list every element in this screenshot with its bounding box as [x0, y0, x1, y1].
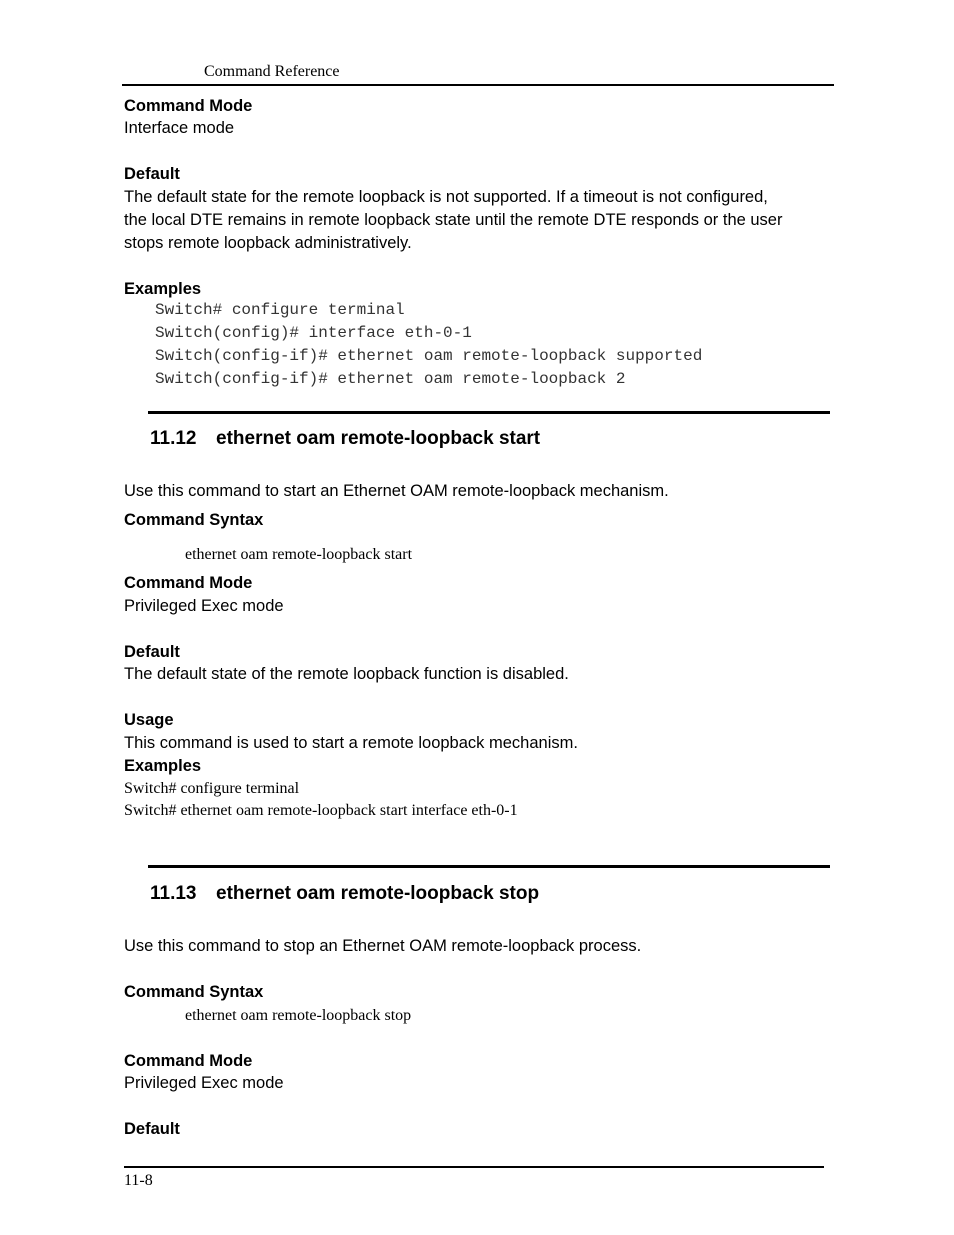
default-heading: Default — [124, 165, 180, 183]
section-number: 11.12 — [150, 428, 197, 449]
default-heading: Default — [124, 1120, 180, 1138]
default-text: The default state of the remote loopback function is disabled. — [124, 665, 569, 683]
command-mode-heading: Command Mode — [124, 1052, 253, 1070]
code-line: Switch(config-if)# ethernet oam remote-loopback supported — [155, 347, 703, 365]
command-mode-heading: Command Mode — [124, 574, 253, 592]
example-line: Switch# configure terminal — [124, 780, 300, 797]
default-text-line: the local DTE remains in remote loopback state until the remote DTE responds or the user — [124, 211, 783, 229]
command-mode-heading: Command Mode — [124, 97, 253, 115]
section-title: ethernet oam remote-loopback stop — [216, 883, 540, 904]
command-mode-value: Privileged Exec mode — [124, 1074, 284, 1092]
default-text-line: The default state for the remote loopback is not supported. If a timeout is not configured, — [124, 188, 768, 206]
section-rule — [148, 865, 830, 868]
section-description: Use this command to start an Ethernet OAM remote-loopback mechanism. — [124, 482, 669, 500]
examples-heading: Examples — [124, 280, 202, 298]
section-rule — [148, 411, 830, 414]
usage-text: This command is used to start a remote loopback mechanism. — [124, 734, 578, 752]
default-heading: Default — [124, 643, 180, 661]
command-syntax-heading: Command Syntax — [124, 511, 264, 529]
code-line: Switch# configure terminal — [155, 301, 405, 319]
footer-rule — [124, 1166, 824, 1168]
usage-heading: Usage — [124, 711, 174, 729]
examples-heading: Examples — [124, 757, 202, 775]
command-mode-value: Privileged Exec mode — [124, 597, 284, 615]
code-line: Switch(config)# interface eth-0-1 — [155, 324, 472, 342]
command-mode-value: Interface mode — [124, 119, 235, 137]
section-number: 11.13 — [150, 883, 197, 904]
default-text-line: stops remote loopback administratively. — [124, 234, 412, 252]
section-description: Use this command to stop an Ethernet OAM remote-loopback process. — [124, 937, 642, 955]
command-syntax: ethernet oam remote-loopback stop — [185, 1007, 412, 1024]
code-line: Switch(config-if)# ethernet oam remote-loopback 2 — [155, 370, 626, 388]
page-number: 11-8 — [124, 1172, 153, 1189]
header-rule — [122, 84, 834, 86]
example-line: Switch# ethernet oam remote-loopback start interface eth-0-1 — [124, 802, 518, 819]
command-syntax-heading: Command Syntax — [124, 983, 264, 1001]
section-title: ethernet oam remote-loopback start — [216, 428, 541, 449]
command-syntax: ethernet oam remote-loopback start — [185, 546, 413, 563]
running-header: Command Reference — [204, 63, 340, 80]
